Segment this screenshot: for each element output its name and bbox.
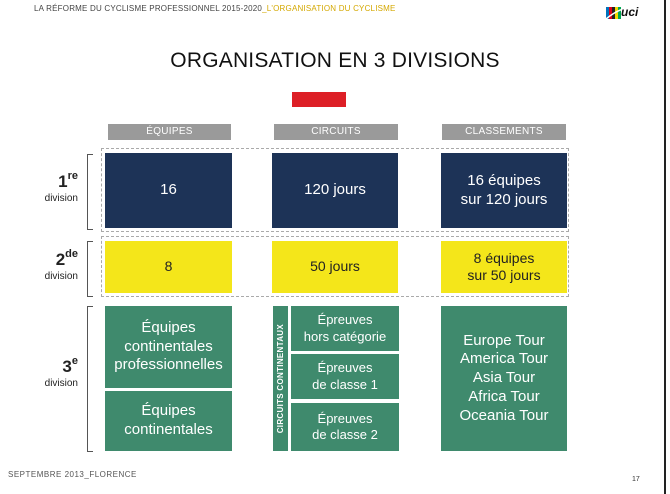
epreuves-classe-1-box [291, 354, 399, 399]
footer-date: SEPTEMBRE 2013_FLORENCE [8, 470, 137, 479]
title-underline-bar [292, 92, 346, 107]
division-2-number: 2 [55, 250, 66, 269]
division-1-classements-box [441, 153, 567, 228]
division-1-word: division [44, 193, 78, 204]
division-3-number: 3 [62, 357, 72, 376]
division-2-word: division [44, 271, 78, 282]
epreuves-classe-2-box [291, 403, 399, 451]
logo-text: uci [621, 5, 639, 19]
epreuves-c2-line-1: Épreuves [317, 410, 373, 426]
division-1-suffix: re [67, 170, 78, 182]
division-3-equipes-pro-box [105, 306, 232, 388]
col-header-equipes: ÉQUIPES [108, 124, 231, 140]
epreuves-c2-line-2: de classe 2 [312, 427, 378, 442]
tour-asia: Asia Tour [472, 369, 536, 387]
division-2-label [20, 248, 78, 282]
tour-europe: Europe Tour [463, 331, 545, 349]
bracket-division-2 [87, 241, 93, 297]
tour-america: America Tour [459, 350, 549, 368]
division-3-label [20, 355, 78, 389]
equipes-cont-line-2: continentales [124, 421, 213, 438]
division-3-word: division [44, 378, 78, 389]
page-title: ORGANISATION EN 3 DIVISIONS [170, 49, 500, 72]
division-3-classements-box [441, 306, 567, 451]
equipes-pro-line-1: Équipes [141, 318, 196, 336]
division-3-equipes-continentales-box [105, 391, 232, 451]
division-2-classements-line-1: 8 équipes [473, 249, 535, 266]
equipes-cont-line-1: Équipes [141, 402, 196, 420]
epreuves-c1-line-2: de classe 1 [312, 376, 378, 392]
header-breadcrumb [34, 4, 396, 13]
header-right-text: _L'ORGANISATION DU CYCLISME [262, 4, 396, 13]
circuits-continentaux-label: CIRCUITS CONTINENTAUX [275, 323, 285, 434]
division-1-classements-line-2: sur 120 jours [460, 190, 548, 208]
bracket-division-3 [87, 306, 93, 452]
header-left-text: LA RÉFORME DU CYCLISME PROFESSIONNEL 2015-2020 [34, 4, 263, 13]
page-number: 17 [632, 476, 640, 483]
division-2-equipes-box: 8 [105, 241, 232, 293]
division-2-classements-line-2: sur 50 jours [467, 267, 541, 283]
uci-logo-icon [604, 2, 644, 24]
equipes-pro-line-2: continentales [124, 337, 213, 355]
epreuves-hc-line-1: Épreuves [317, 312, 373, 328]
division-2-circuits-box: 50 jours [272, 241, 398, 293]
division-1-equipes-box: 16 [105, 153, 232, 228]
division-3-suffix: e [71, 355, 78, 367]
epreuves-hc-line-2: hors catégorie [303, 328, 387, 344]
epreuves-c1-line-1: Épreuves [317, 360, 373, 376]
equipes-pro-line-3: professionnelles [114, 356, 223, 374]
bracket-division-1 [87, 154, 93, 230]
division-2-classements-box [441, 241, 567, 293]
circuits-continentaux-label-box [273, 306, 288, 451]
tour-oceania: Oceania Tour [459, 406, 549, 424]
epreuves-hors-categorie-box [291, 306, 399, 351]
tour-africa: Africa Tour [468, 387, 540, 405]
page-edge-line [664, 0, 666, 494]
division-1-number: 1 [58, 172, 68, 191]
division-2-suffix: de [65, 248, 78, 260]
col-header-classements: CLASSEMENTS [442, 124, 566, 140]
division-1-circuits-box: 120 jours [272, 153, 398, 228]
division-1-classements-line-1: 16 équipes [467, 171, 541, 189]
col-header-circuits: CIRCUITS [274, 124, 398, 140]
division-1-label [20, 170, 78, 204]
